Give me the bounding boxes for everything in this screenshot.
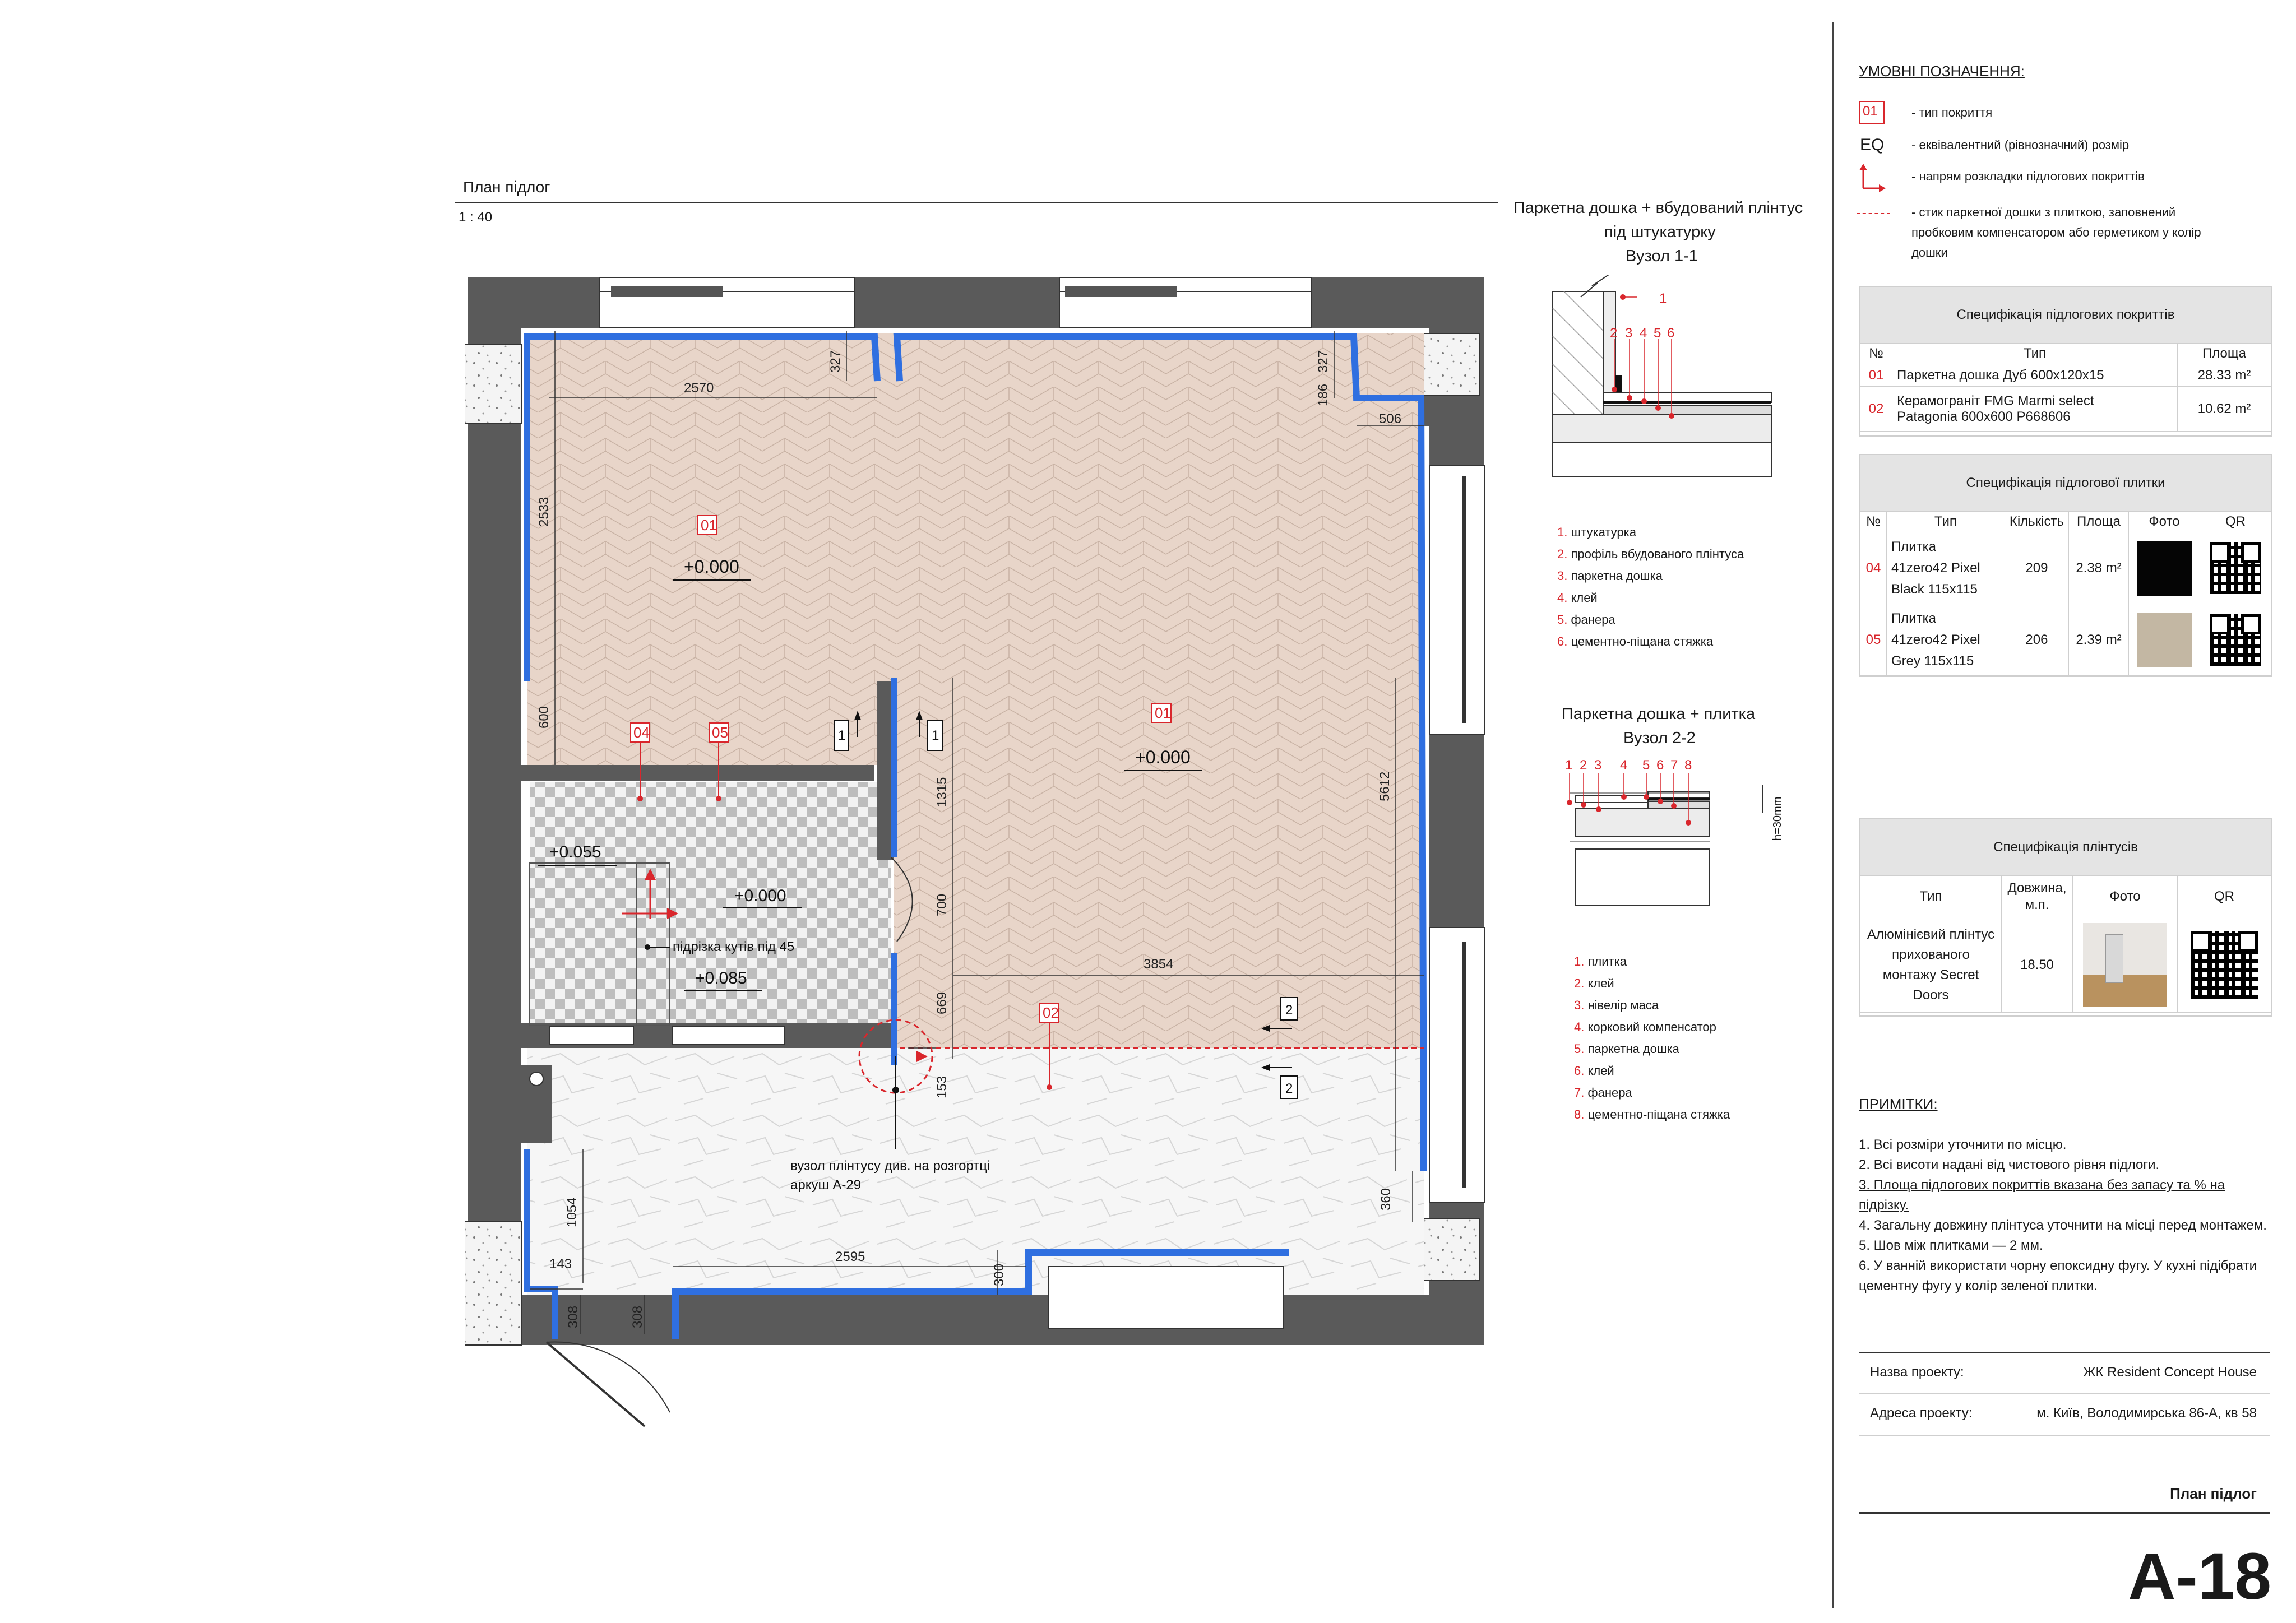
note-1: 1. Всі розміри уточнити по місцю. bbox=[1859, 1137, 2067, 1152]
tile-photo-1 bbox=[2137, 541, 2192, 596]
tile-col-photo: Фото bbox=[2129, 512, 2200, 532]
legend-eq: EQ bbox=[1860, 136, 1885, 154]
node1-item-1: штукатурка bbox=[1571, 525, 1636, 539]
note-4: 4. Загальну довжину плінтуса уточнити на місці перед монтажем. bbox=[1859, 1218, 2267, 1233]
note-2: 2. Всі висоти надані від чистового рівня підлоги. bbox=[1859, 1157, 2160, 1172]
node2-item-num-2: 2. bbox=[1574, 976, 1585, 990]
plan-title: План підлог bbox=[463, 178, 550, 196]
tag-tile04: 04 bbox=[633, 724, 650, 741]
tile-qr-cell-1 bbox=[2200, 532, 2271, 604]
tile-col-type: Тип bbox=[1887, 512, 2005, 532]
parquet-room-ne bbox=[877, 333, 900, 681]
level-bath-c: +0.085 bbox=[695, 969, 747, 987]
wall-bath-north bbox=[521, 765, 874, 781]
skirting-type-1: Алюмінієвий плінтус bbox=[1867, 926, 1995, 942]
dim-327a: 327 bbox=[828, 350, 843, 373]
tag-room2: 01 bbox=[1155, 704, 1171, 721]
project-label: Назва проекту: bbox=[1870, 1365, 1964, 1380]
floor-spec-table bbox=[1859, 286, 2272, 437]
tile-no-1: 04 bbox=[1860, 532, 1887, 604]
tile-col-area: Площа bbox=[2069, 512, 2129, 532]
tile-type-2 bbox=[1887, 604, 2005, 676]
node2-item-5: паркетна дошка bbox=[1587, 1042, 1679, 1056]
skirting-photo bbox=[2083, 923, 2167, 1007]
column-nw bbox=[465, 345, 521, 423]
node2-item-num-3: 3. bbox=[1574, 998, 1585, 1012]
level-bath-a: +0.055 bbox=[549, 843, 601, 861]
floor-spec-type-1: Паркетна дошка Дуб 600х120х15 bbox=[1892, 364, 2178, 387]
tile-no-2: 05 bbox=[1860, 604, 1887, 676]
dim-308a: 308 bbox=[566, 1305, 581, 1328]
floor-spec-col-area: Площа bbox=[2178, 344, 2271, 364]
tile-area-1: 2.38 m² bbox=[2069, 532, 2129, 604]
node2-title-1: Паркетна дошка + плитка bbox=[1562, 705, 1756, 723]
skirting-type-3: монтажу Secret Doors bbox=[1882, 967, 1979, 1003]
node1-num-5: 5 bbox=[1654, 326, 1661, 341]
dim-669: 669 bbox=[934, 991, 950, 1014]
node2-item-num-7: 7. bbox=[1574, 1086, 1585, 1100]
node2-item-3: нівелір маса bbox=[1587, 998, 1659, 1012]
node1-item-num-1: 1. bbox=[1557, 525, 1568, 539]
node1-item-num-6: 6. bbox=[1557, 634, 1568, 648]
legend-joint-1: - стик паркетної дошки з плиткою, заповнений bbox=[1911, 205, 2176, 219]
skirting-col-type: Тип bbox=[1860, 876, 2002, 917]
legend-joint-3: дошки bbox=[1911, 245, 1948, 259]
wall-north-mid bbox=[855, 277, 1059, 328]
stamp-line-2 bbox=[1859, 1393, 2270, 1394]
tag-room1: 01 bbox=[701, 517, 717, 534]
legend-eq-desc: - еквівалентний (рівнозначний) розмір bbox=[1911, 138, 2130, 152]
tile-col-qr: QR bbox=[2200, 512, 2271, 532]
tile-type-1 bbox=[1887, 532, 2005, 604]
node-note-2: аркуш А-29 bbox=[790, 1177, 862, 1193]
node2-item-num-8: 8. bbox=[1574, 1107, 1585, 1121]
node1-item-6: цементно-піщана стяжка bbox=[1571, 634, 1714, 648]
dim-700: 700 bbox=[934, 893, 950, 916]
address-label: Адреса проекту: bbox=[1870, 1406, 1973, 1421]
legend-code: 01 bbox=[1863, 104, 1878, 119]
dim-2570: 2570 bbox=[684, 381, 714, 396]
tile-col-qty: Кількість bbox=[2005, 512, 2068, 532]
skirting-type bbox=[1860, 917, 2002, 1013]
skirting-col-length-2: м.п. bbox=[2025, 897, 2049, 912]
floor-plan bbox=[465, 275, 1491, 1429]
node2-item-6: клей bbox=[1587, 1064, 1614, 1078]
legend-title: УМОВНІ ПОЗНАЧЕННЯ: bbox=[1859, 63, 2025, 80]
node2-legend bbox=[1574, 950, 1730, 1125]
skirting-length: 18.50 bbox=[2002, 917, 2073, 1013]
skirting-spec-table bbox=[1859, 818, 2272, 1017]
dim-153: 153 bbox=[934, 1075, 950, 1098]
skirting-col-length-1: Довжина, bbox=[2007, 880, 2067, 896]
node2-item-1: плитка bbox=[1587, 954, 1627, 968]
dim-300: 300 bbox=[992, 1263, 1007, 1286]
dim-2595: 2595 bbox=[835, 1249, 865, 1264]
node1-legend bbox=[1557, 521, 1744, 652]
node2-item-num-1: 1. bbox=[1574, 954, 1585, 968]
node2-num-7: 7 bbox=[1670, 758, 1678, 773]
dim-1054: 1054 bbox=[564, 1197, 580, 1227]
wall-west bbox=[468, 277, 521, 1345]
dim-600: 600 bbox=[536, 706, 552, 729]
skirting-col-photo: Фото bbox=[2073, 876, 2178, 917]
node2-item-num-4: 4. bbox=[1574, 1020, 1585, 1034]
dim-186: 186 bbox=[1316, 383, 1331, 406]
node2-item-num-6: 6. bbox=[1574, 1064, 1585, 1078]
dim-1315: 1315 bbox=[934, 777, 950, 807]
section-2b: 2 bbox=[1285, 1081, 1293, 1096]
node1-title-2: під штукатурку bbox=[1604, 223, 1716, 241]
plan-title-underline bbox=[455, 202, 1498, 203]
dim-506: 506 bbox=[1379, 411, 1402, 426]
column-sw bbox=[465, 1222, 521, 1345]
node2-num-3: 3 bbox=[1594, 758, 1602, 773]
floor-spec-type-2a: Керамограніт FMG Marmi select bbox=[1897, 393, 2094, 409]
note-6a: 6. У ванній використати чорну епоксидну фугу. У кухні підібрати bbox=[1859, 1258, 2257, 1273]
node2-drawing bbox=[1564, 751, 1822, 913]
dim-5612: 5612 bbox=[1377, 771, 1392, 801]
tile-type-2a: Плитка bbox=[1891, 610, 1937, 626]
stamp-line-3 bbox=[1859, 1435, 2270, 1436]
note-5: 5. Шов між плитками — 2 мм. bbox=[1859, 1238, 2043, 1253]
notes-list bbox=[1859, 1135, 2267, 1296]
legend-joint-icon bbox=[1857, 213, 1890, 214]
skirting-qr-cell bbox=[2178, 917, 2271, 1013]
legend-arrow-icon bbox=[1857, 163, 1888, 194]
qr-code-icon[interactable] bbox=[2210, 542, 2261, 594]
level-room2: +0.000 bbox=[1135, 747, 1191, 767]
tile-spec-title: Специфікація підлогової плитки bbox=[1860, 455, 2271, 511]
floor-spec-type-2 bbox=[1892, 387, 2178, 432]
floor-spec-no-1: 01 bbox=[1860, 364, 1892, 387]
qr-code-icon[interactable] bbox=[2191, 931, 2258, 999]
dim-143: 143 bbox=[549, 1256, 572, 1272]
skirting-type-2: прихованого bbox=[1892, 947, 1970, 962]
tile-type-1c: Black 115x115 bbox=[1891, 581, 1978, 597]
tile-type-1a: Плитка bbox=[1891, 539, 1937, 554]
node1-drawing bbox=[1547, 275, 1783, 488]
node1-num-3: 3 bbox=[1625, 326, 1633, 341]
tile-area-2: 2.39 m² bbox=[2069, 604, 2129, 676]
node1-num-1: 1 bbox=[1659, 291, 1667, 306]
node1-item-num-5: 5. bbox=[1557, 613, 1568, 627]
node2-num-6: 6 bbox=[1656, 758, 1664, 773]
floor-spec-col-type: Тип bbox=[1892, 344, 2178, 364]
node1-num-2: 2 bbox=[1610, 326, 1618, 341]
dim-2533: 2533 bbox=[536, 497, 552, 527]
kitchen-block bbox=[1048, 1267, 1284, 1328]
note-3b: підрізку. bbox=[1859, 1198, 1909, 1213]
node2-item-num-5: 5. bbox=[1574, 1042, 1585, 1056]
project-value: ЖК Resident Concept House bbox=[2083, 1365, 2257, 1380]
notes-title: ПРИМІТКИ: bbox=[1859, 1096, 1938, 1112]
level-bath-b: +0.000 bbox=[734, 887, 786, 905]
skirting-col-length bbox=[2002, 876, 2073, 917]
node1-item-3: паркетна дошка bbox=[1571, 569, 1663, 583]
tile-qr-cell-2 bbox=[2200, 604, 2271, 676]
legend-joint-2: пробковим компенсатором або герметиком у колір bbox=[1911, 225, 2201, 239]
bath-fixture-2 bbox=[673, 1027, 785, 1045]
bath-fixture-1 bbox=[549, 1027, 633, 1045]
floor-spec-col-no: № bbox=[1860, 344, 1892, 364]
dim-360: 360 bbox=[1378, 1188, 1394, 1211]
tile-spec-table bbox=[1859, 454, 2272, 677]
stamp-line-1 bbox=[1859, 1352, 2270, 1353]
section-1b: 1 bbox=[932, 728, 939, 743]
node2-item-8: цементно-піщана стяжка bbox=[1587, 1107, 1730, 1121]
node2-num-5: 5 bbox=[1642, 758, 1650, 773]
floor-spec-area-2: 10.62 m² bbox=[2178, 387, 2271, 432]
node1-num-4: 4 bbox=[1640, 326, 1647, 341]
tile-type-2b: 41zero42 Pixel bbox=[1891, 632, 1980, 647]
node1-item-num-2: 2. bbox=[1557, 547, 1568, 561]
tile-photo-cell-2 bbox=[2129, 604, 2200, 676]
floor-spec-no-2: 02 bbox=[1860, 387, 1892, 432]
sheet-title: План підлог bbox=[2170, 1485, 2257, 1502]
node1-title-1: Паркетна дошка + вбудований плінтус bbox=[1513, 199, 1803, 217]
node1-title-3: Вузол 1-1 bbox=[1626, 247, 1698, 265]
address-value: м. Київ, Володимирська 86-А, кв 58 bbox=[2036, 1406, 2257, 1421]
legend-code-desc: - тип покриття bbox=[1911, 105, 1993, 119]
floor-spec-type-2b: Patagonia 600x600 P668606 bbox=[1897, 409, 2071, 424]
dim-3854: 3854 bbox=[1144, 957, 1174, 972]
node1-item-4: клей bbox=[1571, 591, 1598, 605]
node2-h: h=30mm bbox=[1771, 796, 1784, 841]
sheet-number: А-18 bbox=[2128, 1539, 2271, 1613]
window-north-right bbox=[1059, 277, 1312, 328]
tile-col-no: № bbox=[1860, 512, 1887, 532]
plan-scale: 1 : 40 bbox=[459, 210, 493, 225]
node1-item-5: фанера bbox=[1571, 613, 1615, 627]
tile-photo-2 bbox=[2137, 613, 2192, 667]
note-6b: цементну фугу у колір зеленої плитки. bbox=[1859, 1278, 2098, 1293]
node2-item-7: фанера bbox=[1587, 1086, 1632, 1100]
skirting-spec-title: Специфікація плінтусів bbox=[1860, 819, 2271, 875]
tile-qty-1: 209 bbox=[2005, 532, 2068, 604]
section-1a: 1 bbox=[838, 728, 846, 743]
corner-note: підрізка кутів під 45 bbox=[673, 939, 795, 954]
window-north-left bbox=[600, 277, 855, 328]
window-east-1 bbox=[1429, 465, 1484, 734]
node2-num-1: 1 bbox=[1565, 758, 1573, 773]
wall-south bbox=[468, 1295, 1484, 1345]
stamp-line-4 bbox=[1859, 1512, 2270, 1514]
door-swing bbox=[547, 1342, 670, 1426]
dim-327b: 327 bbox=[1316, 350, 1331, 373]
tile-qty-2: 206 bbox=[2005, 604, 2068, 676]
tile-type-1b: 41zero42 Pixel bbox=[1891, 560, 1980, 576]
node2-item-4: корковий компенсатор bbox=[1587, 1020, 1716, 1034]
node-note-1: вузол плінтусу див. на розгортці bbox=[790, 1158, 990, 1174]
node2-num-8: 8 bbox=[1684, 758, 1692, 773]
node2-num-2: 2 bbox=[1580, 758, 1587, 773]
node1-item-num-3: 3. bbox=[1557, 569, 1568, 583]
tag-hall: 02 bbox=[1043, 1004, 1059, 1021]
node1-num-6: 6 bbox=[1667, 326, 1675, 341]
node2-num-4: 4 bbox=[1620, 758, 1628, 773]
skirting-photo-cell bbox=[2073, 917, 2178, 1013]
section-2a: 2 bbox=[1285, 1003, 1293, 1018]
tile-type-2c: Grey 115x115 bbox=[1891, 653, 1974, 669]
floor-spec-title: Специфікація підлогових покриттів bbox=[1860, 287, 2271, 343]
level-room1: +0.000 bbox=[684, 557, 739, 577]
tile-photo-cell-1 bbox=[2129, 532, 2200, 604]
legend-arrow-desc: - напрям розкладки підлогових покриттів bbox=[1911, 169, 2145, 183]
node1-item-2: профіль вбудованого плінтуса bbox=[1571, 547, 1744, 561]
node1-item-num-4: 4. bbox=[1557, 591, 1568, 605]
tag-tile05: 05 bbox=[712, 724, 728, 741]
skirting-col-qr: QR bbox=[2178, 876, 2271, 917]
window-east-2 bbox=[1429, 928, 1484, 1202]
dim-308b: 308 bbox=[630, 1305, 645, 1328]
node2-item-2: клей bbox=[1587, 976, 1614, 990]
qr-code-icon[interactable] bbox=[2210, 614, 2261, 666]
parquet-room-main bbox=[894, 333, 1424, 1048]
floor-spec-area-1: 28.33 m² bbox=[2178, 364, 2271, 387]
node2-title-2: Вузол 2-2 bbox=[1623, 729, 1696, 747]
note-3a: 3. Площа підлогових покриттів вказана без запасу та % на bbox=[1859, 1177, 2225, 1193]
